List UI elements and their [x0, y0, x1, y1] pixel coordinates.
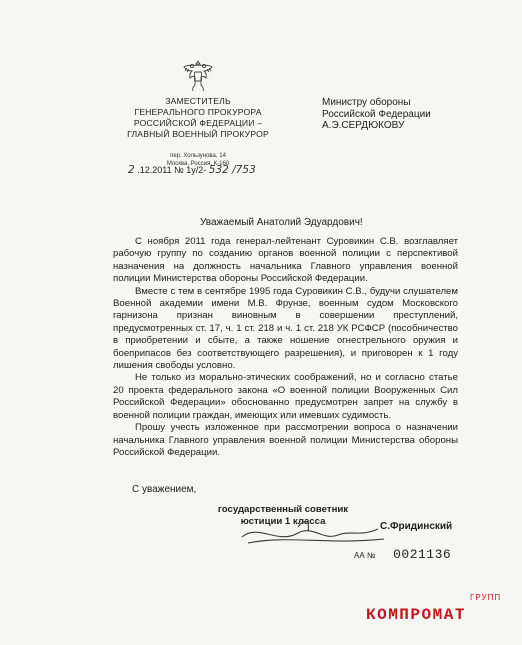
registration-day: 2 [128, 164, 135, 176]
org-line: РОССИЙСКОЙ ФЕДЕРАЦИИ – [133, 118, 263, 128]
serial-value: 0021136 [393, 547, 452, 562]
registration-number: 1у/2- [186, 165, 207, 175]
coat-of-arms-icon [181, 58, 215, 94]
registration-line [128, 164, 256, 176]
body-paragraph: С ноября 2011 года генерал-лейтенант Суровикин С.В. возглавляет рабочую группу по созданию органов военной полиции с перспективой назначения на должность начальника Главного управления военной полиции Министерства обороны Российской Федерации. [113, 236, 458, 285]
sender-header [118, 58, 278, 168]
org-line: ЗАМЕСТИТЕЛЬ [165, 96, 231, 106]
recipient-line: А.Э.СЕРДЮКОВУ [322, 120, 405, 132]
recipient-line: Министру обороны [322, 97, 411, 108]
letter-body [113, 236, 458, 459]
body-paragraph: Не только из морально-этических соображений, но и согласно статье 20 проекта федерального закона «О военной полиции Вооруженных Сил Российской Федерации» обоснованно предусмотрен запрет на службу в военной полиции граждан, имеющих или имевших судимость. [113, 372, 458, 421]
registration-number-handwritten: 532 /753 [208, 164, 256, 176]
signatory-name: С.Фридинский [380, 521, 453, 532]
recipient-line: Российской Федерации [322, 108, 431, 120]
serial-number [354, 545, 451, 563]
sender-address-street: пер. Хользунова, 14 [170, 153, 226, 159]
watermark-subtitle: ГРУПП [470, 593, 502, 602]
closing: С уважением, [132, 484, 197, 495]
serial-label: АА № [354, 551, 376, 560]
registration-date: .12.2011 [137, 165, 172, 175]
org-line: ГЕНЕРАЛЬНОГО ПРОКУРОРА [134, 107, 262, 117]
body-paragraph: Вместе с тем в сентябре 1995 года Суровикин С.В., будучи слушателем Военной академии имени М.В. Фрунзе, военным судом Московского гарнизона признан виновным в совершении преступлений, предусмотренных ст. 17, ч. 1 ст. 218 и ч. 1 ст. 218 УК РСФСР (пособничество в приобретении и сбыте, а также ношение огнестрельного оружия и боеприпасов без соответствующего разрешения), и приговорен к 1 году лишения свободы условно. [113, 285, 458, 372]
greeting: Уважаемый Анатолий Эдуардович! [200, 217, 363, 228]
registration-number-label: № [174, 165, 184, 175]
sender-address-city: Москва, Россия, К-160 [166, 161, 230, 167]
body-paragraph: Прошу учесть изложенное при рассмотрении вопроса о назначении начальника Главного управления военной полиции Министерства обороны Российской Федерации. [113, 422, 458, 458]
org-line: ГЛАВНЫЙ ВОЕННЫЙ ПРОКУРОР [127, 129, 269, 139]
recipient-block [322, 97, 472, 132]
signatory-title-line: юстиции 1 класса [240, 515, 326, 527]
signatory-title-line: государственный советник [217, 504, 349, 515]
watermark-logo: КОМПРОМАТ [366, 606, 466, 624]
